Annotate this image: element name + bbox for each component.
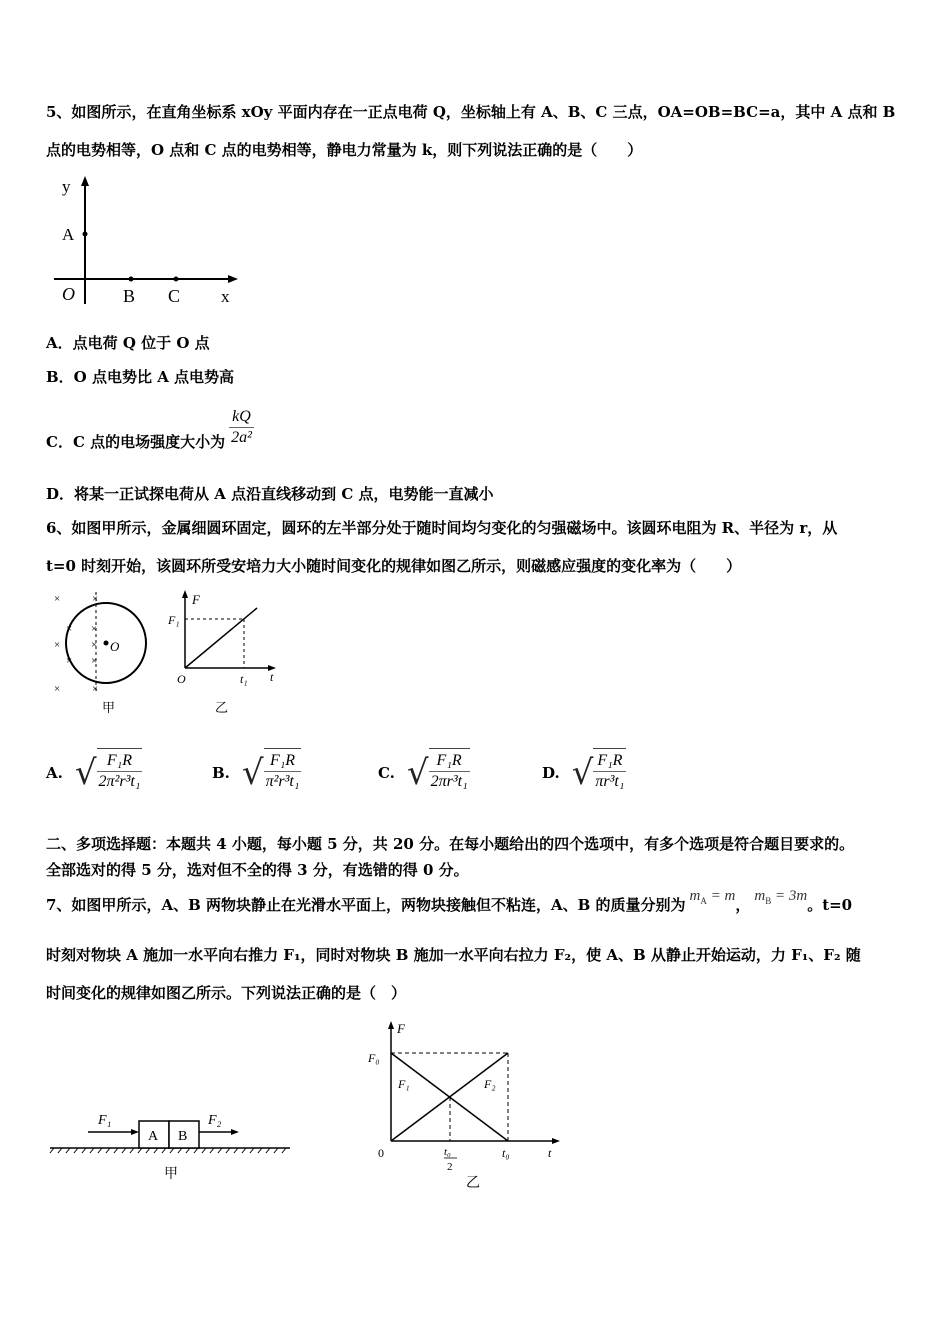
- point-a-label: A: [62, 225, 75, 244]
- q6-option-a: A. √ $\frac{\text{F₁R}}{\text{2π²r³t₁}}$: [46, 748, 142, 798]
- q5-option-c: [46, 402, 254, 452]
- f2-label: F₂: [208, 1113, 222, 1128]
- q5-coordinate-figure: [48, 172, 248, 307]
- figure-caption-jia: 甲: [102, 700, 116, 715]
- y-axis-label: y: [62, 177, 71, 196]
- fraction-numerator: kQ: [232, 407, 251, 425]
- figure-caption-yi: 乙: [215, 700, 229, 715]
- half-t0-denominator: 2: [447, 1161, 453, 1173]
- svg-text:×: ×: [92, 683, 99, 695]
- q7-force-time-graph: [360, 1015, 570, 1195]
- svg-text:×: ×: [54, 593, 61, 605]
- t-axis-label: t: [548, 1146, 552, 1160]
- q6-option-c: C. √ $\frac{\text{F₁R}}{\text{2πr³t₁}}$: [378, 748, 470, 798]
- fraction-denominator: 2a²: [231, 428, 252, 446]
- point-c-label: C: [168, 286, 181, 306]
- section-two-line2: 全部选对的得 5 分，选对但不全的得 3 分，有选错的得 0 分。: [46, 861, 469, 879]
- svg-text:×: ×: [91, 655, 98, 667]
- q5-option-a: A．点电荷 Q 位于 O 点: [46, 334, 210, 352]
- force-line: [185, 608, 257, 668]
- svg-text:×: ×: [91, 639, 98, 651]
- block-b-label: B: [178, 1129, 188, 1144]
- f1-label: F₁: [168, 613, 180, 627]
- figure-caption-yi: 乙: [466, 1176, 480, 1191]
- svg-text:×: ×: [54, 683, 61, 695]
- center-label: O: [110, 639, 120, 654]
- svg-text:×: ×: [91, 623, 98, 635]
- origin-label: 0: [378, 1146, 384, 1160]
- f2-line-label: F₂: [484, 1077, 496, 1091]
- t-axis-label: t: [270, 670, 274, 684]
- t1-label: t₁: [240, 672, 248, 686]
- f1-line-label: F₁: [398, 1077, 410, 1091]
- q6-option-d: D. √ $\frac{\text{F₁R}}{\text{πr³t₁}}$: [542, 748, 626, 798]
- q5-option-c-fraction: [229, 407, 254, 448]
- f-axis-label: F: [397, 1021, 405, 1036]
- q5-option-c-text: C．C 点的电场强度大小为: [46, 433, 226, 451]
- q7-stem-line3: 时间变化的规律如图乙所示。下列说法正确的是（ ）: [46, 984, 407, 1002]
- q6-options: [46, 748, 666, 804]
- t0-label: t₀: [502, 1146, 510, 1160]
- q5-stem-line2: 点的电势相等，O 点和 C 点的电势相等，静电力常量为 k，则下列说法正确的是（ ）: [46, 141, 643, 159]
- half-t0-numerator: t₀: [444, 1146, 451, 1158]
- svg-text:×: ×: [66, 655, 73, 667]
- q5-stem-line1: 5、如图所示，在直角坐标系 xOy 平面内存在一正点电荷 Q，坐标轴上有 A、B、C 三点，OA=OB=BC=a，其中 A 点和 B: [46, 103, 896, 121]
- f-axis-label: F: [192, 592, 200, 607]
- q7-blocks-figure: [48, 1100, 298, 1190]
- block-a-label: A: [148, 1129, 159, 1144]
- q7-stem-line1: 7、如图甲所示，A、B 两物块静止在光滑水平面上，两物块接触但不粘连，A、B 的质量分别为 $m_A = m$ ， $m_B = 3m$ 。t=0: [46, 887, 853, 914]
- q5-option-d: D．将某一正试探电荷从 A 点沿直线移动到 C 点，电势能一直减小: [46, 485, 494, 503]
- svg-text:×: ×: [54, 639, 61, 651]
- mass-a: $m_A = m$: [689, 887, 736, 906]
- origin-label: O: [177, 672, 186, 686]
- point-b-label: B: [123, 286, 136, 306]
- q5-option-b: B．O 点电势比 A 点电势高: [46, 368, 235, 386]
- f1-label: F₁: [98, 1113, 112, 1128]
- svg-text:×: ×: [66, 623, 73, 635]
- q6-stem-line1: 6、如图甲所示，金属细圆环固定，圆环的左半部分处于随时间均匀变化的匀强磁场中。该圆环电阻为 R、半径为 r，从: [46, 519, 838, 537]
- figure-caption-jia: 甲: [164, 1167, 178, 1182]
- origin-label: O: [62, 284, 75, 304]
- q6-option-b: B. √ $\frac{\text{F₁R}}{\text{π²r³t₁}}$: [212, 748, 301, 798]
- q7-stem-line2: 时刻对物块 A 施加一水平向右推力 F₁，同时对物块 B 施加一水平向右拉力 F₂，使 A、B 从静止开始运动，力 F₁、F₂ 随: [46, 946, 861, 964]
- q6-stem-line2: t=0 时刻开始，该圆环所受安培力大小随时间变化的规律如图乙所示，则磁感应强度的变化率为（ ）: [46, 557, 742, 575]
- section-two-line1: 二、多项选择题：本题共 4 小题，每小题 5 分，共 20 分。在每小题给出的四个选项中，有多个选项是符合题目要求的。: [46, 835, 855, 853]
- svg-text:×: ×: [92, 593, 99, 605]
- mass-b: $m_B = 3m$: [754, 887, 808, 906]
- q6-force-time-graph: [165, 588, 285, 718]
- x-axis-label: x: [221, 287, 230, 306]
- f0-label: F₀: [368, 1051, 380, 1065]
- q6-ring-figure: [48, 588, 158, 718]
